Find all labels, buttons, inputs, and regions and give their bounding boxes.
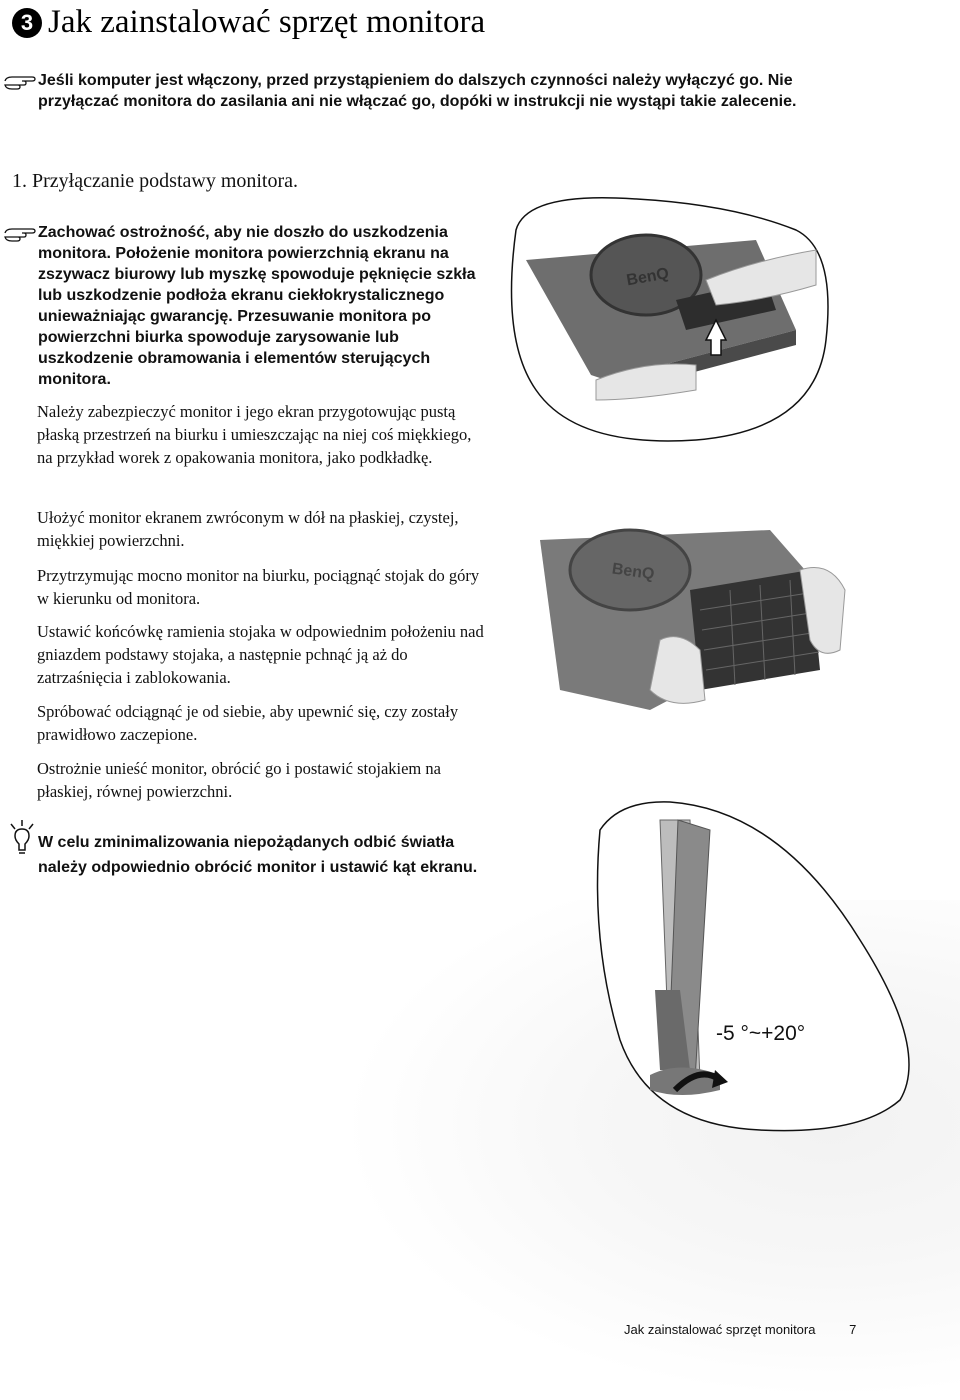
brand-logo: BenQ bbox=[610, 560, 656, 584]
instruction-paragraph: Należy zabezpieczyć monitor i jego ekran przygotowując pustą płaską przestrzeń na biurku i umieszczając na niej coś miękkiego, na przykład worek z opakowania monitora, jako podkładkę. bbox=[37, 402, 472, 467]
page-title: Jak zainstalować sprzęt monitora bbox=[48, 4, 486, 40]
instruction-paragraph: Ułożyć monitor ekranem zwróconym w dół na płaskiej, czystej, miękkiej powierzchni. bbox=[37, 508, 459, 550]
stand-removal-illustration bbox=[496, 190, 836, 450]
step-1-heading: 1. Przyłączanie podstawy monitora. bbox=[12, 170, 299, 192]
page-header bbox=[12, 4, 485, 41]
instruction-paragraph: Ostrożnie unieść monitor, obrócić go i postawić stojakiem na płaskiej, równej powierzchni. bbox=[37, 759, 441, 801]
power-off-note: Jeśli komputer jest włączony, przed przystąpieniem do dalszych czynności należy wyłączyć go. Nie przyłączać monitora do zasilania ani nie włączać go, dopóki w instrukcji nie wystąpi takie zalecenie. bbox=[38, 72, 797, 110]
tip-note: W celu zminimalizowania niepożądanych odbić światła należy odpowiednio obrócić monitor i ustawić kąt ekranu. bbox=[38, 834, 478, 876]
instruction-paragraph: Ustawić końcówkę ramienia stojaka w odpowiednim położeniu nad gniazdem podstawy stojaka, a następnie pchnąć ją aż do zatrzaśnięcia i zablokowania. bbox=[37, 622, 484, 687]
page-footer bbox=[624, 1322, 856, 1337]
tilt-angle-label: -5 °~+20° bbox=[716, 1022, 806, 1045]
caution-note: Zachować ostrożność, aby nie doszło do uszkodzenia monitora. Położenie monitora powierzchnią ekranu na zszywacz biurowy lub myszkę spowoduje pęknięcie szkła lub uszkodzenie podłoża ekranu ciekłokrystalicznego unieważniając gwarancję. Przesuwanie monitora po powierzchni biurka spowoduje zarysowanie lub uszkodzenie obramowania i elementów sterujących monitora. bbox=[38, 224, 476, 388]
lightbulb-icon bbox=[6, 818, 38, 858]
brand-logo: BenQ bbox=[625, 265, 671, 290]
tilt-angle-illustration bbox=[560, 790, 940, 1140]
instruction-paragraph: Spróbować odciągnąć je od siebie, aby upewnić się, czy zostały prawidłowo zaczepione. bbox=[37, 702, 459, 744]
pointing-hand-icon bbox=[4, 72, 36, 90]
pointing-hand-icon bbox=[4, 224, 36, 242]
instruction-paragraph: Przytrzymując mocno monitor na biurku, pociągnąć stojak do góry w kierunku od monitora. bbox=[37, 566, 480, 608]
step-number-badge: 3 bbox=[12, 8, 42, 38]
page-number: 7 bbox=[849, 1322, 857, 1337]
base-attach-illustration bbox=[520, 510, 860, 740]
footer-section-title: Jak zainstalować sprzęt monitora bbox=[624, 1322, 816, 1337]
